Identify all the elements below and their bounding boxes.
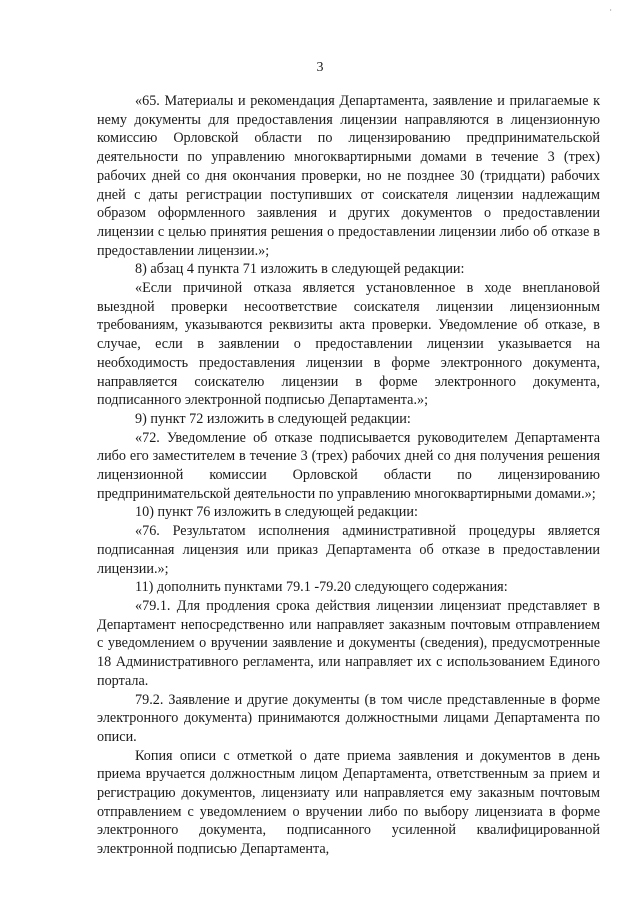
paragraph-79-2: 79.2. Заявление и другие документы (в том числе представленные в форме электронного документа) принимаются должностными лицами Департамента по описи. — [97, 691, 600, 745]
paragraph-79-1: «79.1. Для продления срока действия лицензии лицензиат представляет в Департамент непосредственно или направляет заказным почтовым отправлением с уведомлением о вручении заявление и документы (сведения), предусмотренные 18 Административного регламента, или направляет их с использованием Единого портала. — [97, 597, 600, 689]
paragraph-refusal-reason: «Если причиной отказа является установленное в ходе внеплановой выездной проверки несоответствие соискателя лицензии лицензионным требованиям, указываются реквизиты акта проверки. Уведомление об отказе, в случае, если в заявлении о предоставлении лицензии указывается на необходимость предоставления лицензии в форме электронного документа, направляется соискателю лицензии в форме электронного документа, подписанного электронной подписью Департамента.»; — [97, 280, 600, 409]
document-body — [97, 92, 600, 859]
paragraph-item-9: 9) пункт 72 изложить в следующей редакции: — [135, 410, 411, 427]
paragraph-72: «72. Уведомление об отказе подписывается руководителем Департамента либо его заместителем в течение 3 (трех) рабочих дней со дня получения решения лицензионной комиссии Орловской области по лицензированию предпринимательской деятельности по управлению многоквартирными домами.»; — [97, 429, 600, 502]
paragraph-item-11: 11) дополнить пунктами 79.1 -79.20 следующего содержания: — [135, 579, 508, 596]
paragraph-65: «65. Материалы и рекомендация Департамента, заявление и прилагаемые к нему документы для предоставления лицензии направляются в лицензионную комиссию Орловской области по лицензированию предпринимательской деятельности по управлению многоквартирными домами в течение 3 (трех) рабочих дней со дня окончания проверки, но не позднее 30 (тридцати) рабочих дней с даты регистрации поступивших от соискателя лицензии надлежащим образом оформленного заявления и других документов о предоставлении лицензии с целью принятия решения о предоставлении лицензии либо об отказе в предоставлении лицензии.»; — [97, 93, 600, 259]
corner-mark: · — [609, 6, 612, 15]
page-number: 3 — [316, 60, 324, 75]
paragraph-item-10: 10) пункт 76 изложить в следующей редакции: — [135, 504, 418, 521]
paragraph-76: «76. Результатом исполнения административной процедуры является подписанная лицензия или приказ Департамента об отказе в предоставлении лицензии.»; — [97, 523, 600, 577]
paragraph-inventory-copy: Копия описи с отметкой о дате приема заявления и документов в день приема вручается должностным лицом Департамента, ответственным за прием и регистрацию документов, лицензиату или направляется ему заказным почтовым отправлением с уведомлением о вручении либо по выбору лицензиата в форме электронного документа, подписанного усиленной квалифицированной электронной подписью Департамента, — [97, 747, 600, 858]
paragraph-item-8: 8) абзац 4 пункта 71 изложить в следующей редакции: — [135, 261, 465, 278]
